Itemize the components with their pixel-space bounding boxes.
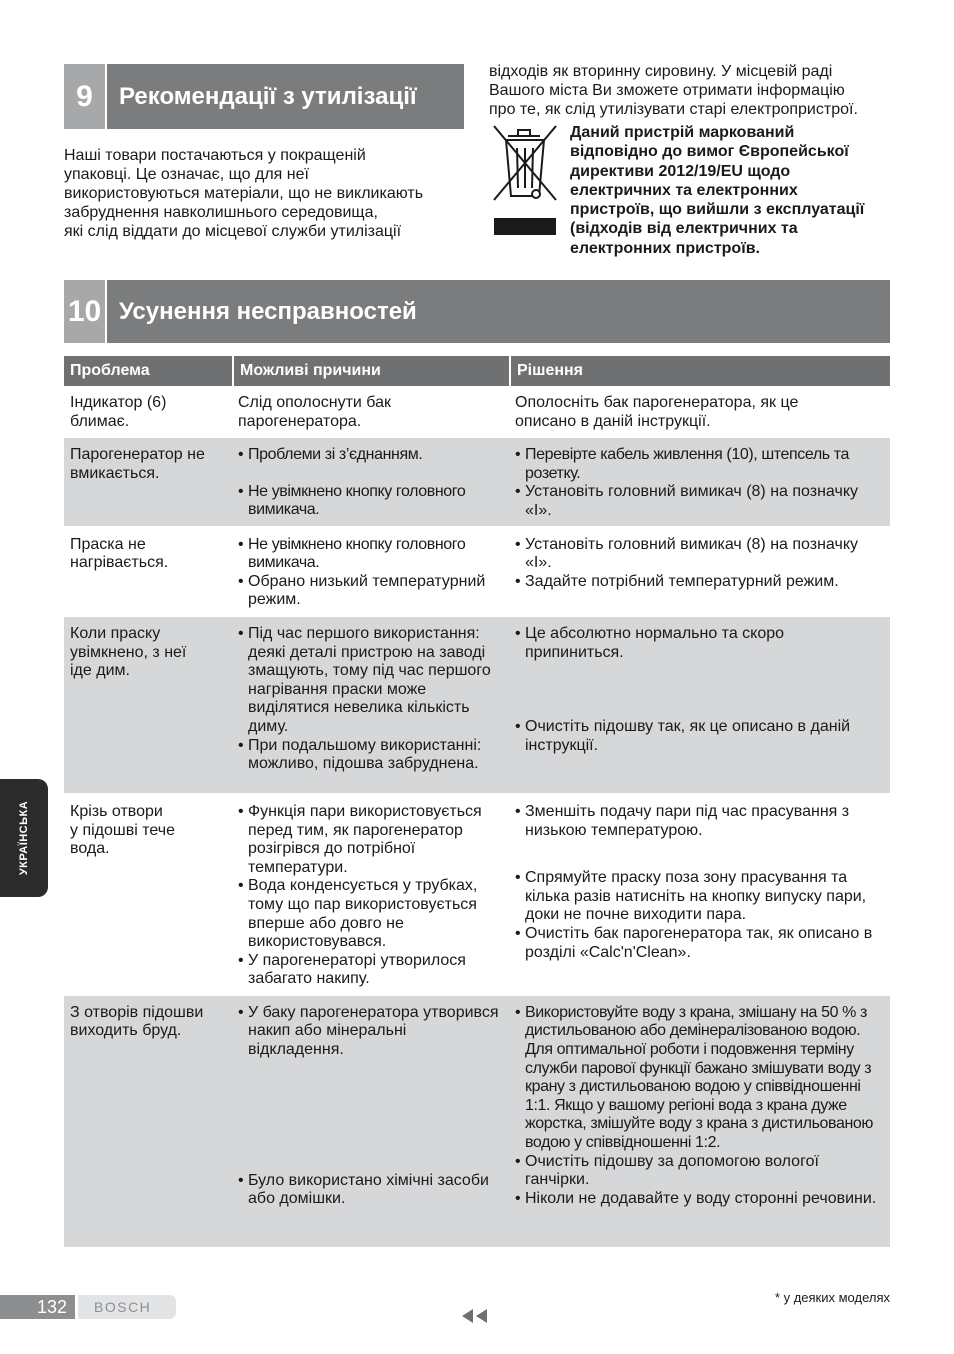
problem-cell: Індикатор (6) блимає. <box>64 386 232 436</box>
table-row <box>64 436 890 525</box>
page-number: 132 <box>0 1295 75 1319</box>
solutions-cell: • Установіть головний вимикач (8) на позначку «I». • Задайте потрібний температурний режим. <box>509 526 890 615</box>
table-header-row <box>64 356 890 386</box>
table-row <box>64 994 890 1247</box>
footnote: * у деяких моделях <box>774 1290 890 1305</box>
disposal-paragraph: відходів як вторинну сировину. У місцевій раді Вашого міста Ви зможете отримати інформацію про те, як слід утилізувати старі електропристрої. <box>489 63 858 118</box>
causes-cell: • Не увімкнено кнопку головного вимикача. • Обрано низький температурний режим. <box>232 526 509 615</box>
section-10-header <box>64 280 890 343</box>
section-number: 10 <box>64 280 107 343</box>
solutions-cell: • Зменшіть подачу пари під час прасування з низькою температурою. • Спрямуйте праску поза зону прасування та кілька разів натисніть на кнопку випуску пари, доки не почне виходити пара. • Очистіть бак парогенератора так, як описано в розділі «Calc'n'Clean». <box>509 793 890 994</box>
table-row <box>64 615 890 793</box>
causes-cell: • Функція пари використовується перед тим, як парогенератор розігрівся до потрібної температури. • Вода конденсується у трубках, тому що пар використовується вперше або довго не використовувався. • У парогенераторі утворилося забагато накипу. <box>232 793 509 994</box>
problem-cell: Праска не нагрівається. <box>64 526 232 615</box>
double-left-arrow-icon[interactable] <box>462 1309 490 1328</box>
language-label: УКРАЇНСЬКА <box>18 800 30 876</box>
solutions-cell: • Перевірте кабель живлення (10), штепсель та розетку. • Установіть головний вимикач (8) на позначку «I». <box>509 436 890 525</box>
table-row <box>64 793 890 994</box>
column-header-causes: Можливі причини <box>232 356 509 386</box>
table-row <box>64 526 890 615</box>
solutions-cell: • Це абсолютно нормально та скоро припиниться. • Очистіть підошву так, як це описано в даній інструкції. <box>509 615 890 793</box>
solutions-cell: • Використовуйте воду з крана, змішану на 50 % з дистильованою або демінералізованою водою. Для оптимальної роботи і подовження терміну служби парової функції бажано змішувати воду з крану з дистильованою водою у співвідношенні 1:1. Якщо у вашому регіоні вода з крана дуже жорстка, змішуйте воду з крана з дистильованою водою у співвідношенні 1:2. • Очистіть підошву за допомогою вологої ганчірки. • Ніколи не додавайте у воду сторонні речовини. <box>509 994 890 1247</box>
problem-cell: Крізь отвори у підошві тече вода. <box>64 793 232 994</box>
brand-label: BOSCH <box>78 1295 176 1319</box>
table-row <box>64 386 890 436</box>
section-title: Усунення несправностей <box>119 297 417 325</box>
causes-cell: • У баку парогенератора утворився накип або мінеральні відкладення. • Було використано хімічні засоби або домішки. <box>232 994 509 1247</box>
causes-cell: • Проблеми зі з’єднанням. • Не увімкнено кнопку головного вимикача. <box>232 436 509 525</box>
weee-notice: Даний пристрій маркований відповідно до вимог Європейської директиви 2012/19/EU щодо електричних та електронних пристроїв, що вийшли з експлуатації (відходів від електричних та електронних пристроїв. <box>570 124 865 257</box>
section-9-header <box>64 64 464 129</box>
problem-cell: З отворів підошви виходить бруд. <box>64 994 232 1247</box>
column-header-problem: Проблема <box>64 356 232 386</box>
troubleshooting-table <box>64 356 890 1247</box>
causes-cell: • Під час першого використання: деякі деталі пристрою на заводі змащують, тому під час першого нагрівання праски може виділятися невелика кількість диму. • При подальшому використанні: можливо, підошва забруднена. <box>232 615 509 793</box>
causes-cell: Слід ополоснути бак парогенератора. <box>232 386 509 436</box>
language-side-tab <box>0 779 48 897</box>
section-number: 9 <box>64 64 107 129</box>
problem-cell: Коли праску увімкнено, з неї іде дим. <box>64 615 232 793</box>
crossed-out-bin-icon <box>490 122 560 238</box>
problem-cell: Парогенератор не вмикається. <box>64 436 232 525</box>
column-header-solutions: Рішення <box>509 356 890 386</box>
section-title: Рекомендації з утилізації <box>119 82 417 110</box>
solutions-cell: Ополосніть бак парогенератора, як це описано в даній інструкції. <box>509 386 890 436</box>
packaging-paragraph: Наші товари постачаються у покращеній упаковці. Це означає, що для неї використовуються матеріали, що не викликають забруднення навколишнього середовища, які слід віддати до місцевої служби утилізації <box>64 147 424 240</box>
